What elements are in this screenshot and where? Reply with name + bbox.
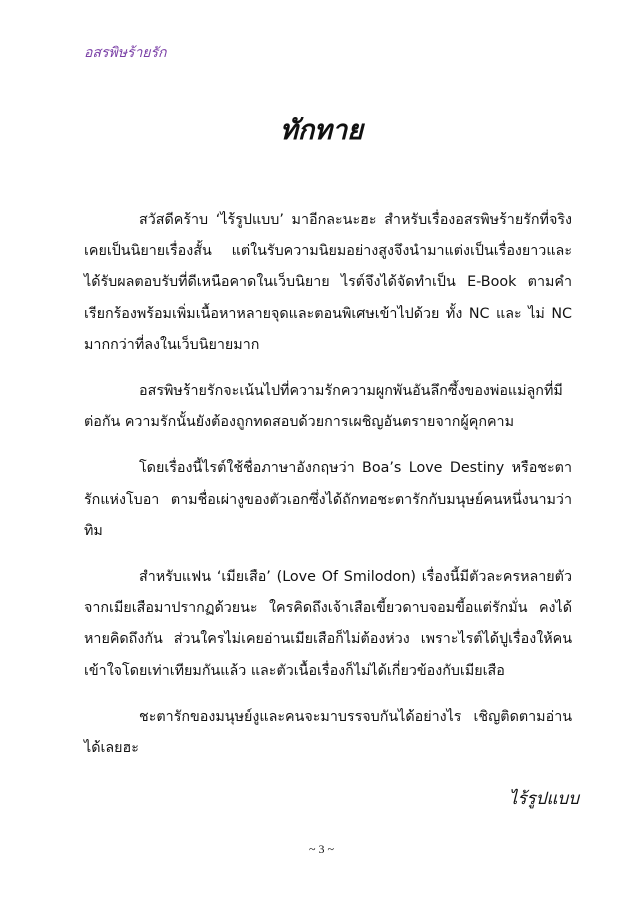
page-title: ทักทาย [280,115,363,146]
paragraph-english-title: โดยเรื่องนี้ไรต์ใช้ชื่อภาษาอังกฤษว่า Boa’s Love Destiny หรือชะตารักแห่งโบอา ตามชื่อเผ่างูของตัวเอกซึ่งได้ถักทอชะตารักกับมนุษย์คนหนึ่งนามว่าทิม [84,460,572,539]
paragraph-crossover: สำหรับแฟน ‘เมียเสือ’ (Love Of Smilodon) เรื่องนี้มีตัวละครหลายตัวจากเมียเสือมาปรากฏด้วยนะ ใครคิดถึงเจ้าเสือเขี้ยวดาบจอมขี้อแต่รักมั่น คงได้หายคิดถึงกัน ส่วนใครไม่เคยอ่านเมียเสือก็ไม่ต้องห่วง เพราะไรต์ได้ปูเรื่องให้คนเข้าใจโดยเท่าเทียมกันแล้ว และตัวเนื้อเรื่องก็ไม่ได้เกี่ยวข้องกับเมียเสือ [84,569,572,679]
running-header: อสรพิษร้ายรัก [84,45,167,61]
paragraph-closing: ชะตารักของมนุษย์งูและคนจะมาบรรจบกันได้อย่างไร เชิญติดตามอ่านได้เลยฮะ [84,708,572,757]
page-number: ~ 3 ~ [309,842,334,856]
paragraph-intro: สวัสดีคร้าบ ‘ไร้รูปแบบ’ มาอีกละนะฮะ สำหรับเรื่องอสรพิษร้ายรักที่จริงเคยเป็นนิยายเรื่องสั้น แต่ในรับความนิยมอย่างสูงจึงนำมาแต่งเป็นเรื่องยาวและได้รับผลตอบรับที่ดีเหนือคาดในเว็บนิยาย ไรต์จึงได้จัดทำเป็น E-Book ตามคำเรียกร้องพร้อมเพิ่มเนื้อหาหลายจุดและตอนพิเศษเข้าไปด้วย ทั้ง NC และ ไม่ NC มากกว่าที่ลงในเว็บนิยายมาก [84,212,572,353]
body-text [84,205,572,779]
paragraph-theme: อสรพิษร้ายรักจะเน้นไปที่ความรักความผูกพันอันลึกซึ้งของพ่อแม่ลูกที่มีต่อกัน ความรักนั้นยังต้องถูกทดสอบด้วยการเผชิญอันตรายจากผู้คุกคาม [84,383,563,431]
author-signature: ไร้รูปแบบ [508,789,579,809]
